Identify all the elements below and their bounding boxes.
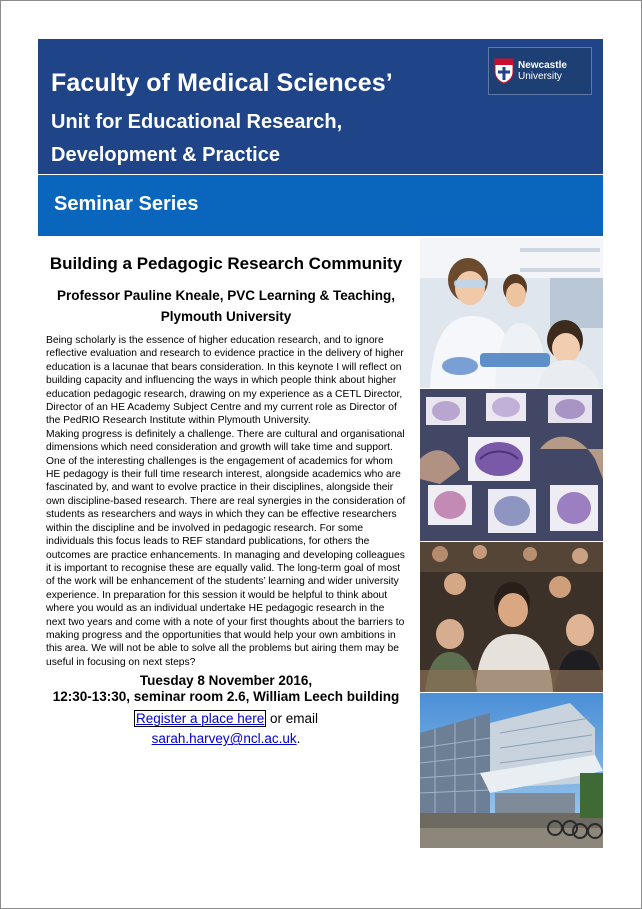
email-link[interactable]: sarah.harvey@ncl.ac.uk [151,731,297,747]
unit-title-line-1: Unit for Educational Research, [51,111,343,133]
contact-line [46,709,406,749]
register-link[interactable]: Register a place here [135,711,265,727]
shield-icon [494,58,514,84]
main-content [46,238,406,749]
faculty-title: Faculty of Medical Sciences’ [51,69,393,97]
header-panel [38,39,603,174]
or-email-text: or email [266,711,319,727]
seminar-title: Building a Pedagogic Research Community [49,254,403,273]
seminar-series-banner [38,175,603,236]
unit-title-line-2: Development & Practice [51,144,280,166]
trailing-period: . [296,731,301,747]
logo-text-newcastle: Newcastle [518,60,567,71]
event-date: Tuesday 8 November 2016, [139,673,313,689]
abstract-paragraph-2: Making progress is definitely a challenge. There are cultural and organisational dimensions which need consideration and growth will take time and support. One of the interesting challenges is the engagement of academics for whom HE pedagogy is their full time research interest, alongside academics who are fascinated by, and want to evolve practice in their disciplines, alongside their own discipline-based research. There are real synergies in the consideration of students as researchers and ways in which they can be effective researchers within the discipline and be involved in pedagogic research. For some individuals this focus leads to REF standard publications, for others the outcomes are practice enhancements. In managing and developing colleagues it is important to recognise these are equally valid. The long-term goal of most of the work will be enhancement of the students’ learning and wider university experience. In preparation for this session it would be helpful to think about where you would as an individual undertake HE pedagogic research in the next two years and come with a note of your first thoughts about the barriers to making progress and the opportunities that would help your own ambitions in this area. We will not be able to solve all the problems but airing them may be useful in focusing on next steps? [46,428,406,668]
newcastle-university-logo [488,47,592,95]
abstract [46,334,406,669]
speaker-name: Professor Pauline Kneale, PVC Learning & Teaching, Plymouth University [56,288,396,324]
photo-brain-slides [420,389,603,541]
event-time-location: 12:30-13:30, seminar room 2.6, William Leech building [52,689,400,705]
logo-text-university: University [518,71,562,82]
seminar-series-label: Seminar Series [54,193,199,215]
photo-campus-building [420,693,603,848]
photo-lab-students [420,238,603,388]
abstract-paragraph-1: Being scholarly is the essence of higher education research, and to ignore reflective evaluation and research to evidence practice in the delivery of higher education is a lacunae that bears consideration. In this keynote I will reflect on building capacity and influencing the ways in which people think about higher education pedagogic research, drawing on my experience as a CETL Director, Director of an HE Academy Subject Centre and my current role as Director of the PedRIO Research Institute within Plymouth University. [46,335,404,427]
photo-lecture-students [420,542,603,692]
